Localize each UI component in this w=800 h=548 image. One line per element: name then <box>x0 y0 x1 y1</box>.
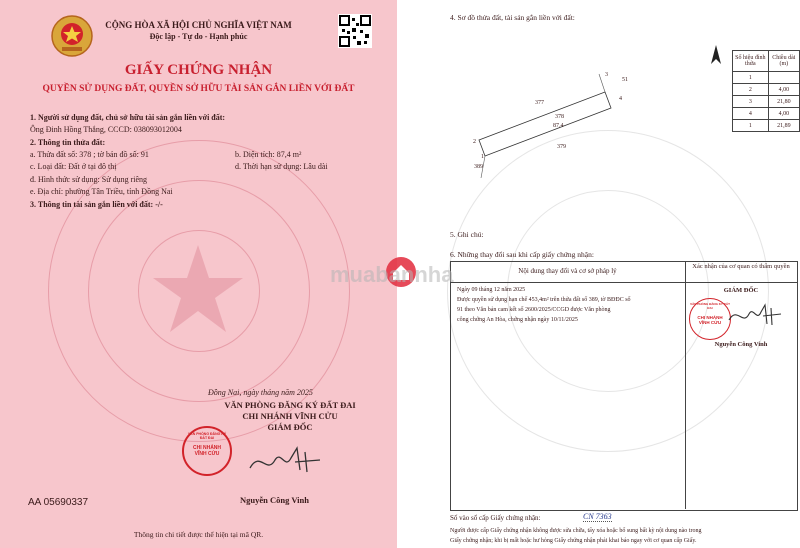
changes-table-divider <box>685 261 686 509</box>
bottom-note: Giấy chứng nhận; khi bị mất hoặc hư hỏng Giấy chứng nhận phải khai báo ngay với cơ quan cấp Giấy. <box>450 538 697 544</box>
changes-col-content: Nội dung thay đổi và cơ sở pháp lý <box>518 267 617 275</box>
section-map-heading: 4. Sơ đồ thửa đất, tài sản gắn liền với đất: <box>450 13 575 22</box>
vertex-label: 4 <box>619 96 622 102</box>
owner-info: Ông Đinh Hồng Thắng, CCCD: 038093012004 <box>30 125 182 134</box>
north-parcel-label: 377 <box>535 100 544 106</box>
plot-area-label: 87,4 <box>553 123 564 129</box>
changes-table-header-rule <box>450 282 797 283</box>
issuing-office: VĂN PHÒNG ĐĂNG KÝ ĐẤT ĐAI <box>224 400 356 410</box>
land-term: d. Thời hạn sử dụng: Lâu dài <box>235 162 328 171</box>
qr-footnote: Thông tin chi tiết được thể hiện tại mã QR. <box>133 530 264 539</box>
confirm-signer: Nguyễn Công Vinh <box>714 341 768 348</box>
certificate-subtitle: QUYỀN SỬ DỤNG ĐẤT, QUYỀN SỞ HỮU TÀI SẢN GẮN LIỀN VỚI ĐẤT <box>42 84 355 94</box>
section-owner-heading: 1. Người sử dụng đất, chủ sở hữu tài sản gắn liền với đất: <box>30 113 226 122</box>
vertex-label: 1 <box>481 154 484 160</box>
dim-header-vertex: Số hiệu đỉnh thửa <box>733 51 769 72</box>
dim-cell: 4,00 <box>768 108 799 120</box>
header-country: CỘNG HÒA XÃ HỘI CHỦ NGHĨA VIỆT NAM <box>105 20 292 30</box>
signer-name: Nguyễn Công Vinh <box>240 495 309 505</box>
section-assets-heading: 3. Thông tin tài sản gắn liền với đất: -/- <box>30 200 163 209</box>
dim-cell: 21,89 <box>768 120 799 132</box>
dim-cell: 2 <box>733 84 769 96</box>
changes-col-confirm: Xác nhận của cơ quan có thẩm quyền <box>692 263 790 270</box>
change-line: 91 theo Văn bản cam kết số 2600/2025/CCGD được Văn phòng <box>457 307 611 313</box>
parcel-address: e. Địa chỉ: phường Tân Triều, tỉnh Đồng Nai <box>30 187 173 196</box>
bottom-note: Người được cấp Giấy chứng nhận không được sửa chữa, tẩy xóa hoặc bổ sung bất kỳ nội dung nào trong <box>450 528 702 534</box>
dim-cell: 1 <box>733 120 769 132</box>
issue-date: Đồng Nai, ngày tháng năm 2025 <box>208 388 313 397</box>
plot-number-label: 378 <box>555 114 564 120</box>
watermark-text: muabannha <box>330 262 454 287</box>
parcel-area: b. Diện tích: 87,4 m² <box>235 150 302 159</box>
east-parcel-label: 51 <box>622 77 628 83</box>
parcel-number: a. Thửa đất số: 378 ; tờ bản đồ số: 91 <box>30 150 149 159</box>
serial-number: AA 05690337 <box>28 497 89 508</box>
dim-header-length: Chiều dài (m) <box>768 51 799 72</box>
issuing-branch: CHI NHÁNH VĨNH CỬU <box>242 411 338 421</box>
certificate-title: GIẤY CHỨNG NHẬN <box>124 62 273 78</box>
use-form: đ. Hình thức sử dụng: Sử dụng riêng <box>30 175 148 184</box>
vertex-label: 2 <box>473 139 476 145</box>
dim-cell: 4,00 <box>768 84 799 96</box>
west-parcel-label: 389 <box>474 164 483 170</box>
official-seal: VĂN PHÒNG ĐĂNG KÝ ĐẤT ĐAI CHI NHÁNH VĨNH CỬU <box>182 426 232 476</box>
background-star-icon <box>148 240 248 340</box>
dim-cell: 1 <box>733 72 769 84</box>
registry-label: Số vào sổ cấp Giấy chứng nhận: <box>450 514 541 522</box>
certificate-back-page <box>407 0 800 548</box>
dim-cell: 3 <box>733 96 769 108</box>
change-line: công chứng An Hòa, chứng nhận ngày 10/11/2025 <box>457 317 578 323</box>
vertex-label: 3 <box>605 72 608 78</box>
dim-cell: 21,80 <box>768 96 799 108</box>
land-type: c. Loại đất: Đất ở tại đô thị <box>30 162 117 171</box>
south-parcel-label: 379 <box>557 144 566 150</box>
section-changes-heading: 6. Những thay đổi sau khi cấp giấy chứng nhận: <box>450 250 594 259</box>
confirm-seal: VĂN PHÒNG ĐĂNG KÝ ĐẤT ĐAI CHI NHÁNH VĨNH CỬU <box>689 298 731 340</box>
dim-cell <box>768 72 799 84</box>
registry-number: CN 7363 <box>583 512 612 521</box>
change-line: Được quyền sử dụng hạn chế 453,4m² trên thửa đất số 389, tờ BĐĐC số <box>457 297 631 303</box>
dimension-table <box>732 50 800 132</box>
change-line: Ngày 09 tháng 12 năm 2025 <box>457 287 526 293</box>
dim-cell: 4 <box>733 108 769 120</box>
signer-title: GIÁM ĐỐC <box>267 422 313 432</box>
header-motto: Độc lập - Tự do - Hạnh phúc <box>149 32 248 41</box>
section-parcel-heading: 2. Thông tin thửa đất: <box>30 138 106 147</box>
confirm-title: GIÁM ĐỐC <box>723 287 759 294</box>
north-arrow-icon <box>709 44 723 66</box>
section-notes-heading: 5. Ghi chú: <box>450 230 484 239</box>
signature-icon <box>245 440 325 480</box>
confirm-signature-icon <box>725 300 785 330</box>
